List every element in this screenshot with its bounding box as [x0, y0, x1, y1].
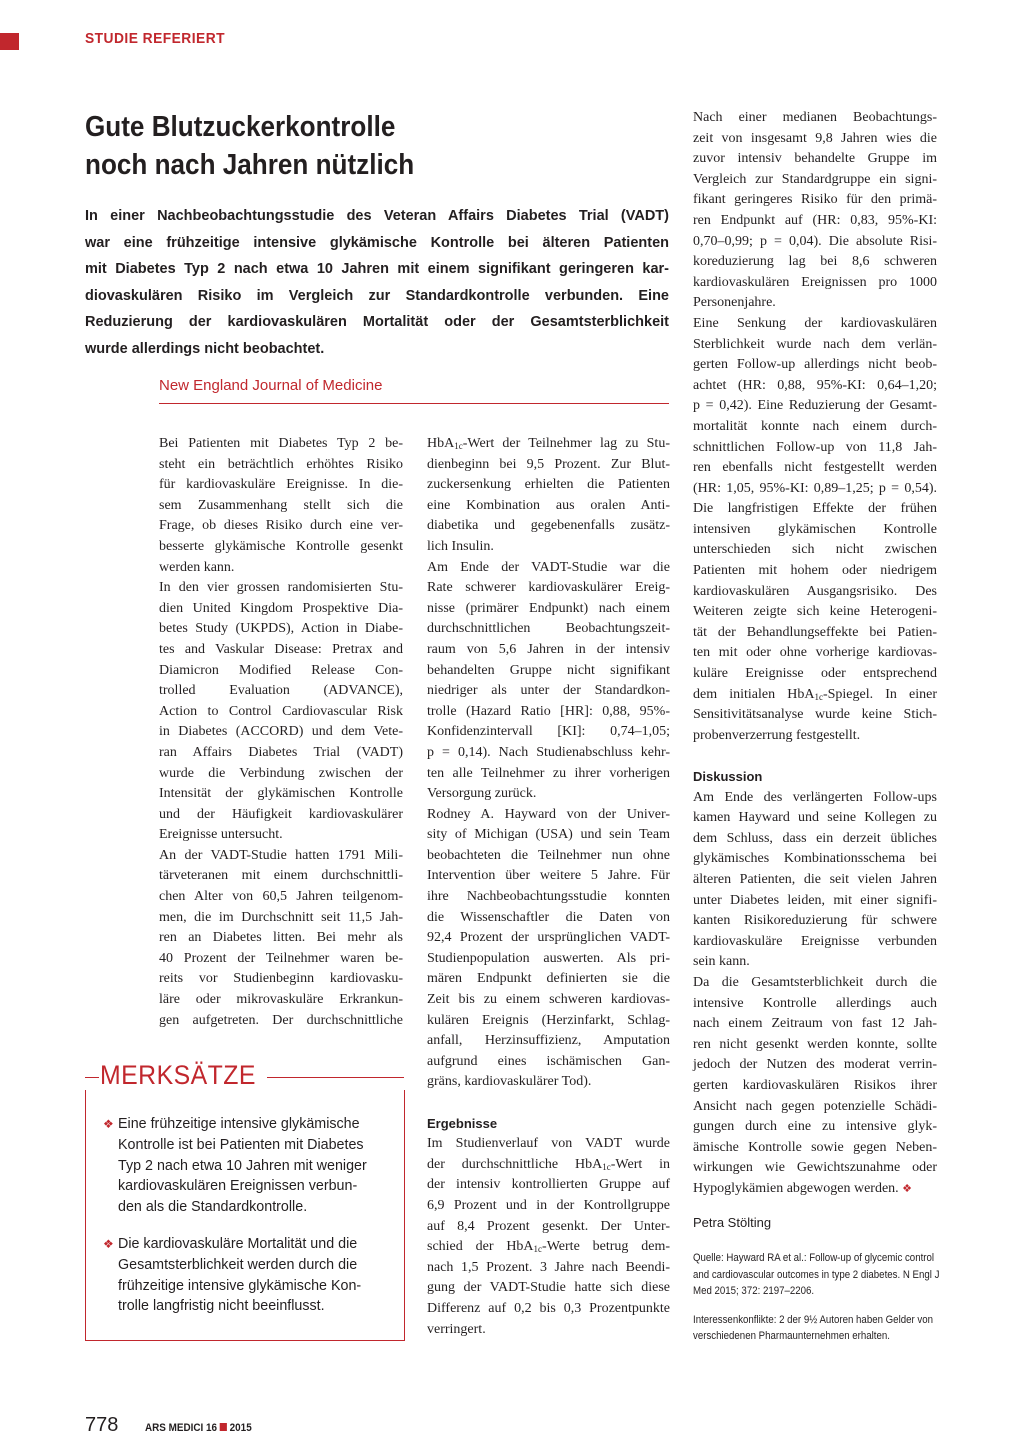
- body-line: sein kann.: [693, 954, 750, 970]
- body-line: intensiven glykämischen Kontrolle: [693, 521, 937, 537]
- lead-line: In einer Nachbeobachtungsstudie des Veteran Affairs Diabetes Trial (VADT): [85, 208, 669, 224]
- body-line: Sensitivitätsanalyse wurde keine Stich-: [693, 707, 937, 723]
- body-line: betes Study (UKPDS), Action in Diabe-: [159, 621, 403, 637]
- body-line: besserte glykämische Kontrolle gesenkt: [159, 538, 403, 554]
- section-label: STUDIE REFERIERT: [85, 30, 226, 47]
- body-line: Die langfristigen Effekte der frühen: [693, 501, 937, 517]
- body-line: Sterblichkeit wurde nach dem verlän-: [693, 336, 937, 352]
- source-journal: New England Journal of Medicine: [159, 377, 383, 394]
- article-headline: [85, 108, 589, 184]
- body-line: ren an Diabetes litten. Bei mehr als: [159, 930, 403, 946]
- body-line: älteren Patienten, die seit vielen Jahren: [693, 871, 937, 887]
- body-line: kuläre Ereignisse oder entsprechend: [693, 666, 937, 682]
- body-line: ren Endpunkt auf (HR: 0,83, 95%-KI:: [693, 212, 937, 228]
- body-line: gen aufgetreten. Der durchschnittliche: [159, 1012, 403, 1028]
- body-line: lich Insulin.: [427, 538, 494, 554]
- body-line: 6,9 Prozent und in der Kontrollgruppe: [427, 1197, 670, 1213]
- body-line: läre oder mikrovaskuläre Erkrankun-: [159, 992, 403, 1008]
- body-line: sem Zusammenhang stellt sich die: [159, 497, 403, 513]
- author-name: Petra Stölting: [693, 1215, 772, 1231]
- body-line: Ansicht nach gegen potenzielle Schädi-: [693, 1098, 937, 1114]
- lead-line: Reduzierung der kardiovaskulären Mortalität oder der Gesamtsterblichkeit: [85, 314, 669, 331]
- body-line: unterschieden sich nicht zwischen: [693, 542, 937, 558]
- box-rule: [267, 1077, 404, 1078]
- body-line: 40 Prozent der Teilnehmer waren be-: [159, 950, 403, 966]
- body-line: diabetika und gegebenenfalls zusätz-: [427, 518, 670, 534]
- lead-line: war eine frühzeitige intensive glykämische Kontrolle bei älteren Patienten: [85, 234, 669, 251]
- body-line: Differenz auf 0,2 bis 0,3 Prozentpunkte: [427, 1300, 670, 1316]
- body-line: chen Alter von 60,5 Jahren teilgenom-: [159, 889, 403, 905]
- body-line: 92,4 Prozent der ursprünglichen VADT-: [427, 930, 670, 946]
- body-line: beobachteten die Teilnehmer nun ohne: [427, 847, 670, 863]
- body-line: An der VADT-Studie hatten 1791 Mili-: [159, 847, 403, 863]
- body-line: Im Studienverlauf von VADT wurde: [427, 1136, 670, 1152]
- body-line: ihre Nachbeobachtungsstudie konnten: [427, 889, 670, 905]
- body-line: intensive Kontrolle allerdings auch: [693, 995, 937, 1011]
- body-line: Da die Gesamtsterblichkeit durch die: [693, 974, 937, 990]
- body-line: Bei Patienten mit Diabetes Typ 2 be-: [159, 436, 403, 451]
- conflict-note: Interessenkonflikte: 2 der 9½ Autoren haben Gelder von verschiedenen Pharmaunternehmen erhalten.: [693, 1313, 934, 1343]
- body-column-2: [427, 434, 670, 1340]
- body-line: kardiovaskulären Ausgangsrisiko. Des: [693, 583, 937, 599]
- body-line: kardiovaskuläre Ereignisse verbunden: [693, 933, 937, 949]
- body-line: auf 8,4 Prozent gesenkt. Der Unter-: [427, 1218, 670, 1234]
- body-line: achtet (HR: 0,88, 95%-KI: 0,64–1,20;: [693, 377, 937, 393]
- body-line: probenverzerrung festgestellt.: [693, 727, 861, 743]
- body-line: für kardiovaskuläre Ereignisse. In die-: [159, 477, 403, 493]
- body-line: ten alle Teilnehmer zu ihrer vorherigen: [427, 765, 670, 781]
- body-line: ämische Kontrolle sowie gegen Neben-: [693, 1139, 937, 1155]
- body-line: zuckersenkung erhielten die Patienten: [427, 477, 670, 493]
- body-line: wurde die Verbindung zwischen der: [159, 765, 403, 781]
- body-line: Konfidenzintervall [KI]: 0,74–1,05;: [427, 724, 670, 740]
- section-marker: [0, 33, 19, 50]
- body-line: HbA$_{1c}$-Wert der Teilnehmer lag zu Stu-: [427, 436, 670, 451]
- body-line: dienbeginn bei 9,5 Prozent. Zur Blut-: [427, 456, 670, 472]
- body-line: 0,70–0,99; p = 0,04). Die absolute Risi-: [693, 233, 937, 249]
- body-line: Intervention über weitere 5 Jahre. Für: [427, 868, 670, 884]
- body-line: behandelten Gruppe nicht signifikant: [427, 662, 670, 678]
- body-line: dem initialen HbA$_{1c}$-Spiegel. In einer: [693, 686, 937, 702]
- body-line: eine Kombination aus oralen Anti-: [427, 497, 670, 513]
- body-line: raum von 5,6 Jahren in der intensiv: [427, 641, 670, 657]
- body-line: kulären Ereignis (Herzinfarkt, Schlag-: [427, 1012, 670, 1028]
- body-line: (HR: 1,05, 95%-KI: 0,89–1,25; p = 0,54).: [693, 480, 937, 496]
- diamond-bullet-icon: ❖: [103, 1236, 114, 1251]
- body-line: unter Diabetes leiden, mit einer signifi-: [693, 892, 937, 908]
- lead-line: diovaskulären Risiko im Vergleich zur Standardkontrolle verbunden. Eine: [85, 287, 669, 304]
- body-line: nisse (primärer Endpunkt) nach einem: [427, 600, 670, 616]
- body-line: trolled Evaluation (ADVANCE),: [159, 683, 403, 699]
- key-points-title: MERKSÄTZE: [100, 1060, 256, 1090]
- body-line: durchschnittlichen Beobachtungszeit-: [427, 621, 670, 637]
- body-line: Vergleich zur Standardgruppe ein signi-: [693, 171, 937, 187]
- footer-square-icon: [220, 1423, 227, 1431]
- body-line: schnittlichen Follow-up von 11,8 Jah-: [693, 439, 937, 455]
- headline-line: Gute Blutzuckerkontrolle: [85, 111, 396, 143]
- body-line: anfall, Herzinsuffizienz, Amputation: [427, 1033, 670, 1049]
- lead-line: mit Diabetes Typ 2 nach etwa 10 Jahren mit einem signifikant geringeren kar-: [85, 261, 669, 278]
- end-mark-icon: ❖: [902, 1182, 913, 1195]
- key-point: ❖ Die kardiovaskuläre Mortalität und die Gesamtsterblichkeit werden durch die frühzeitige intensive glykämische Kon- trolle langfristig nicht beeinflusst.: [103, 1235, 362, 1315]
- body-line: Personenjahre.: [693, 295, 776, 311]
- body-line: dem Schluss, dass ein derzeit übliches: [693, 830, 937, 846]
- body-line: trolle (Hazard Ratio [HR]: 0,88, 95%-: [427, 703, 670, 719]
- body-line: Action to Control Cardiovascular Risk: [159, 703, 403, 719]
- box-rule: [85, 1077, 99, 1078]
- body-line: verringert.: [427, 1321, 486, 1337]
- key-point: ❖ Eine frühzeitige intensive glykämische Kontrolle ist bei Patienten mit Diabetes Typ 2 nach etwa 10 Jahren mit weniger kardiovaskulären Ereignissen verbun- den als die Standardkontrolle.: [103, 1116, 367, 1216]
- body-line: schied der HbA$_{1c}$-Werte betrug dem-: [427, 1239, 670, 1255]
- body-line: Eine Senkung der kardiovaskulären: [693, 315, 937, 331]
- body-line: gerten Follow-up allerdings nicht beob-: [693, 357, 937, 373]
- body-line: Hypoglykämien abgewogen werden. ❖: [693, 1180, 913, 1196]
- body-line: Ereignisse untersucht.: [159, 827, 283, 843]
- body-line: reits vor Studienbeginn kardiovasku-: [159, 971, 403, 987]
- body-line: Zeit bis zu einem schweren kardiovas-: [427, 992, 670, 1008]
- source-note: Quelle: Hayward RA et al.: Follow-up of glycemic control and cardiovascular outcomes in type 2 diabetes. N Engl J Med 2015; 372: 2197–2206.: [693, 1252, 940, 1298]
- body-line: p = 0,14). Nach Studienabschluss kehr-: [427, 744, 670, 760]
- body-line: sity of Michigan (USA) und sein Team: [427, 827, 670, 843]
- body-line: glykämisches Kombinationsschema bei: [693, 851, 937, 867]
- diamond-bullet-icon: ❖: [103, 1117, 114, 1131]
- body-line: men, die im Durchschnitt seit 11,5 Jah-: [159, 909, 403, 925]
- body-line: nach 1,5 Prozent. 3 Jahre nach Beendi-: [427, 1259, 670, 1275]
- body-line: aufgrund eines ischämischen Gan-: [427, 1053, 670, 1069]
- article-lead: [85, 203, 669, 363]
- body-line: gräns, kardiovaskulärer Tod).: [427, 1074, 592, 1090]
- body-line: niedriger als unter der Standardkon-: [427, 683, 670, 699]
- body-column-3: [693, 108, 940, 1345]
- section-heading-results: Ergebnisse: [427, 1115, 498, 1131]
- body-line: ren ebenfalls nicht festgestellt werden: [693, 460, 937, 476]
- body-line: nach einem Zeitraum von fast 12 Jah-: [693, 1016, 937, 1032]
- body-line: Versorgung zurück.: [427, 786, 537, 802]
- body-line: Weiteren zeigte sich keine Heterogeni-: [693, 604, 937, 620]
- lead-line: wurde allerdings nicht beobachtet.: [85, 340, 325, 357]
- body-line: und der Häufigkeit kardiovaskulärer: [159, 806, 403, 822]
- body-line: kamen Hayward und seine Kollegen zu: [693, 810, 937, 826]
- body-line: Diamicron Modified Release Con-: [159, 662, 403, 678]
- body-line: Am Ende des verlängerten Follow-ups: [693, 789, 937, 805]
- body-line: Rate schwerer kardiovaskulärer Ereig-: [427, 580, 670, 596]
- body-line: steht ein beträchtlich erhöhtes Risiko: [159, 456, 403, 472]
- body-line: Am Ende der VADT-Studie war die: [427, 559, 670, 575]
- body-line: in Diabetes (ACCORD) und dem Vete-: [159, 724, 403, 740]
- body-line: Intensität der glykämischen Kontrolle: [159, 786, 403, 802]
- body-line: Patienten mit hohem oder niedrigem: [693, 563, 937, 579]
- body-line: kanten Risikoreduzierung für schwere: [693, 913, 937, 929]
- body-line: Frage, ob dieses Risiko durch eine ver-: [159, 518, 403, 534]
- body-line: ren nicht gesenkt werden konnte, sollte: [693, 1036, 937, 1052]
- body-line: der intensiv kontrollierten Gruppe auf: [427, 1177, 670, 1193]
- body-line: fikant geringeres Risiko für den primä-: [693, 192, 937, 208]
- body-line: koreduzierung lag bei 8,6 schweren: [693, 254, 937, 270]
- body-line: mortalität konnte nach einem durch-: [693, 418, 937, 434]
- body-line: die Wissenschaftler die Daten von: [427, 909, 670, 925]
- body-line: tät der Behandlungseffekte bei Patien-: [693, 624, 937, 640]
- body-column-1: [159, 434, 403, 1031]
- divider: [159, 403, 669, 404]
- body-line: p = 0,42). Eine Reduzierung der Gesamt-: [693, 398, 937, 414]
- headline-line: noch nach Jahren nützlich: [85, 149, 415, 181]
- body-line: ten mit oder ohne vorherige kardiovas-: [693, 645, 937, 661]
- page-number: 778: [85, 1414, 119, 1436]
- body-line: gungen durch eine zu intensive glyk-: [693, 1119, 937, 1135]
- body-line: gung der VADT-Studie hatte sich diese: [427, 1280, 670, 1296]
- body-line: dien United Kingdom Prospektive Dia-: [159, 600, 403, 616]
- body-line: zuvor intensiv behandelte Gruppe im: [693, 151, 937, 167]
- body-line: tärveteranen mit einem durchschnittli-: [159, 868, 403, 884]
- body-line: jedoch der Nutzen des moderat verrin-: [693, 1057, 937, 1073]
- body-line: Studienpopulation auswerten. Als pri-: [427, 950, 670, 966]
- footer-journal: ARS MEDICI 16 2015: [145, 1422, 252, 1434]
- body-line: kardiovaskulären Ereignissen pro 1000: [693, 274, 937, 290]
- section-heading-discussion: Diskussion: [693, 769, 763, 784]
- body-line: ran Affairs Diabetes Trial (VADT): [159, 744, 403, 760]
- body-line: mären Endpunkt definierten sie die: [427, 971, 670, 987]
- body-line: werden kann.: [159, 559, 235, 575]
- key-points-list: [103, 1114, 393, 1333]
- body-line: wirkungen wie Gewichtszunahme oder: [693, 1160, 937, 1176]
- body-line: der durchschnittliche HbA$_{1c}$-Wert in: [427, 1156, 670, 1172]
- body-line: Rodney A. Hayward von der Univer-: [427, 806, 670, 822]
- body-line: tes and Vaskular Disease: Pretrax and: [159, 641, 403, 657]
- body-line: Nach einer medianen Beobachtungs-: [693, 110, 937, 125]
- body-line: zeit von insgesamt 9,8 Jahren wies die: [693, 130, 937, 146]
- body-line: gerten kardiovaskulären Risikos ihrer: [693, 1077, 937, 1093]
- body-line: In den vier grossen randomisierten Stu-: [159, 580, 403, 596]
